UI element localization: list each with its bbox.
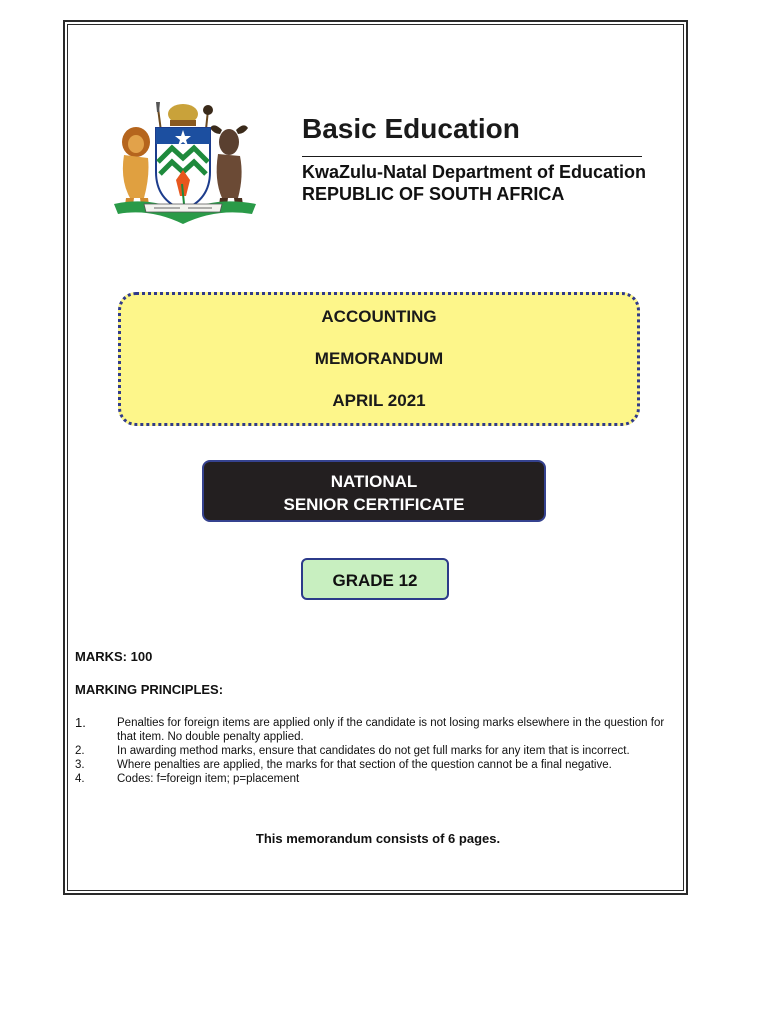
document-type: MEMORANDUM (314, 349, 444, 368)
certificate-line-1: NATIONAL (330, 472, 418, 491)
spear-tip (156, 102, 160, 112)
certificate-line-2: SENIOR CERTIFICATE (283, 495, 465, 514)
shield (156, 128, 210, 210)
principle-number: 1. (75, 715, 86, 730)
helmet-crest (168, 104, 198, 126)
page-count-note: This memorandum consists of 6 pages. (255, 831, 501, 846)
title-rule (302, 156, 642, 157)
subject-box (118, 292, 640, 426)
department-title: Basic Education (302, 113, 520, 144)
grade-badge: GRADE 12 (301, 558, 449, 600)
department-header (302, 112, 672, 205)
department-name: KwaZulu-Natal Department of Education (302, 162, 647, 182)
principle-number: 2. (75, 745, 85, 757)
principle-item (75, 772, 683, 786)
exam-date: APRIL 2021 (332, 391, 426, 410)
marking-principles-heading: MARKING PRINCIPLES: (75, 682, 224, 697)
total-marks: MARKS: 100 (75, 649, 153, 664)
lion-supporter (122, 127, 150, 212)
principle-text: Where penalties are applied, the marks for that section of the question cannot be a final negative. (117, 759, 612, 771)
principle-text: Penalties for foreign items are applied only if the candidate is not losing marks elsewhere in the question for that item. No double penalty applied. (117, 717, 665, 743)
wildebeest-supporter (210, 125, 248, 212)
principle-item (75, 716, 683, 744)
principle-number: 4. (75, 773, 85, 785)
subject-name: ACCOUNTING (321, 307, 437, 326)
principle-item (75, 758, 683, 772)
principle-text: Codes: f=foreign item; p=placement (117, 773, 300, 785)
certificate-box (202, 460, 546, 522)
coat-of-arms-icon (110, 100, 260, 230)
motto-scroll (114, 201, 256, 224)
country-name: REPUBLIC OF SOUTH AFRICA (302, 184, 565, 204)
marking-principles-list (75, 716, 683, 786)
principle-number: 3. (75, 759, 85, 771)
principle-item (75, 744, 683, 758)
principle-text: In awarding method marks, ensure that candidates do not get full marks for any item that is incorrect. (117, 745, 630, 757)
